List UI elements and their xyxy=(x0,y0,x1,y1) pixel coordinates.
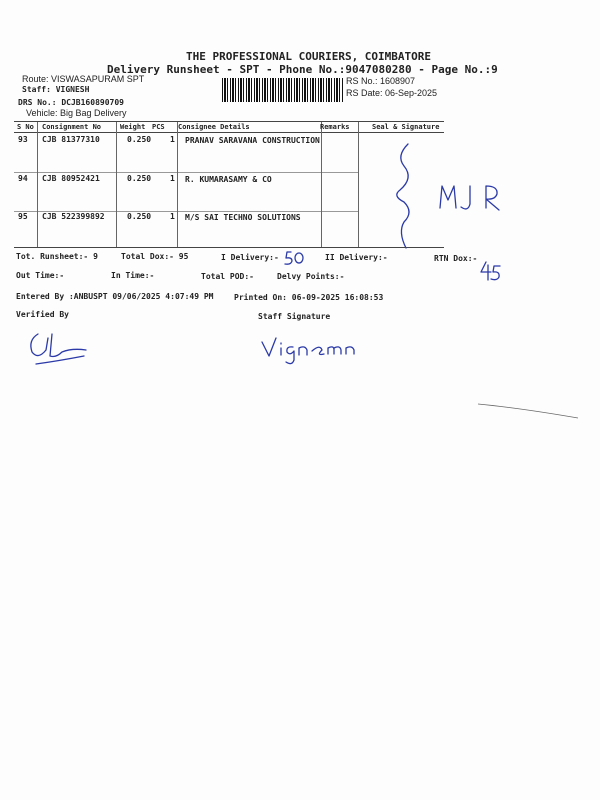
rtn-handwritten-value xyxy=(481,262,500,280)
row-consignment: CJB 80952421 xyxy=(42,174,100,183)
rtn-dox-label: RTN Dox:- xyxy=(434,254,478,263)
row-consignee: R. KUMARASAMY & CO xyxy=(185,175,272,184)
row-consignment: CJB 522399892 xyxy=(42,212,105,221)
col-header-remarks: Remarks xyxy=(320,123,350,131)
rs-date: RS Date: 06-Sep-2025 xyxy=(346,88,438,98)
staff-signature-mark xyxy=(262,338,354,364)
ii-delivery-label: II Delivery:- xyxy=(325,253,388,262)
row-weight: 0.250 xyxy=(127,174,152,183)
in-time: In Time:- xyxy=(111,271,155,280)
row-consignee: M/S SAI TECHNO SOLUTIONS xyxy=(185,213,301,222)
total-dox: Total Dox:- 95 xyxy=(121,252,189,261)
delvy-points: Delvy Points:- xyxy=(277,272,345,281)
row-sno: 94 xyxy=(18,174,28,183)
col-header-consignee: Consignee Details xyxy=(178,123,250,131)
vehicle-label: Vehicle: Big Bag Delivery xyxy=(26,108,127,118)
row-pcs: 1 xyxy=(170,212,175,221)
row-pcs: 1 xyxy=(170,135,175,144)
entered-by: Entered By :ANBUSPT 09/06/2025 4:07:49 PM xyxy=(16,292,214,301)
rs-number: RS No.: 1608907 xyxy=(346,76,416,86)
col-header-consignment: Consignment No xyxy=(42,123,102,131)
row-consignee: PRANAV SARAVANA CONSTRUCTION xyxy=(185,136,320,145)
i-delivery-label: I Delivery:- xyxy=(221,253,279,262)
company-title: THE PROFESSIONAL COURIERS, COIMBATORE xyxy=(186,50,432,63)
verified-signature-mark xyxy=(31,334,86,364)
printed-on: Printed On: 06-09-2025 16:08:53 xyxy=(234,293,384,302)
staff-label: Staff: VIGNESH xyxy=(22,85,90,94)
col-header-seal: Seal & Signature xyxy=(372,123,440,131)
staff-signature-label: Staff Signature xyxy=(258,312,331,321)
col-header-pcs: PCS xyxy=(152,123,165,131)
row-sno: 95 xyxy=(18,212,28,221)
route-label: Route: VISWASAPURAM SPT xyxy=(22,74,145,84)
stray-pen-line xyxy=(478,404,578,418)
row-weight: 0.250 xyxy=(127,135,152,144)
seal-initials-mark xyxy=(440,186,499,210)
runsheet-title: Delivery Runsheet - SPT - Phone No.:9047080280 - Page No.:9 xyxy=(107,63,498,76)
row-pcs: 1 xyxy=(170,174,175,183)
row-consignment: CJB 81377310 xyxy=(42,135,100,144)
col-header-sno: S No xyxy=(17,123,34,131)
out-time: Out Time:- xyxy=(16,271,65,280)
seal-bracket-mark xyxy=(397,144,409,248)
row-weight: 0.250 xyxy=(127,212,152,221)
i-delivery-handwritten-value xyxy=(285,252,303,264)
drs-number: DRS No.: DCJB160890709 xyxy=(18,98,124,107)
tot-runsheet: Tot. Runsheet:- 9 xyxy=(16,252,98,261)
row-sno: 93 xyxy=(18,135,28,144)
col-header-weight: Weight xyxy=(120,123,146,131)
total-pod: Total POD:- xyxy=(201,272,254,281)
verified-by-label: Verified By xyxy=(16,310,69,319)
